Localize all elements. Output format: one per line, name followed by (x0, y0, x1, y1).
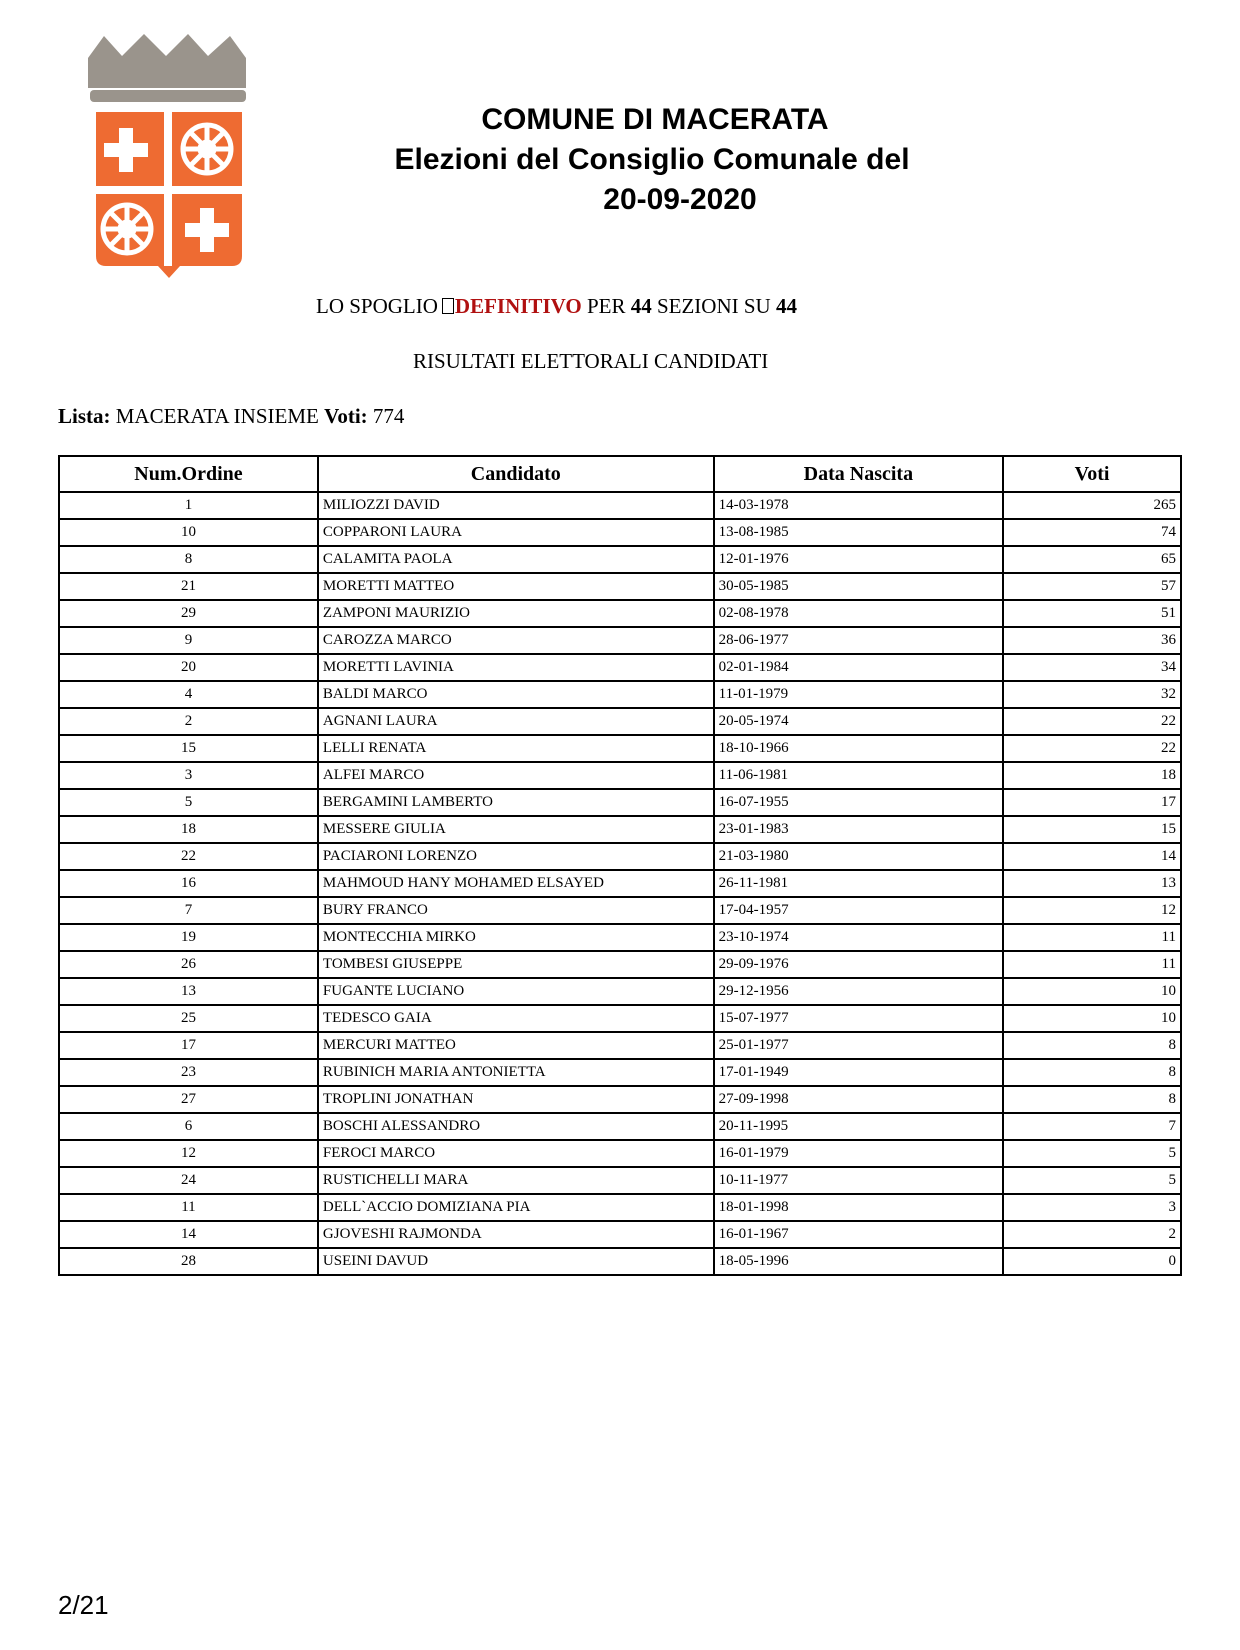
cell-candidato: DELL`ACCIO DOMIZIANA PIA (318, 1194, 714, 1221)
cell-num-ordine: 9 (59, 627, 318, 654)
table-row (59, 1113, 1181, 1140)
cell-num-ordine: 24 (59, 1167, 318, 1194)
cell-voti: 11 (1003, 924, 1181, 951)
cell-num-ordine: 15 (59, 735, 318, 762)
cell-candidato: CALAMITA PAOLA (318, 546, 714, 573)
table-row (59, 1140, 1181, 1167)
macerata-coat-of-arms-icon (84, 34, 256, 284)
cell-voti: 10 (1003, 978, 1181, 1005)
spoglio-status: DEFINITIVO (454, 294, 582, 318)
cell-num-ordine: 20 (59, 654, 318, 681)
cell-candidato: USEINI DAVUD (318, 1248, 714, 1275)
lista-label: Lista: (58, 404, 111, 428)
cell-data-nascita: 21-03-1980 (714, 843, 1003, 870)
cell-data-nascita: 02-01-1984 (714, 654, 1003, 681)
table-row (59, 492, 1181, 519)
results-table (58, 455, 1182, 1276)
spoglio-prefix: LO SPOGLIO (316, 294, 438, 318)
cell-candidato: BOSCHI ALESSANDRO (318, 1113, 714, 1140)
cell-voti: 22 (1003, 708, 1181, 735)
table-row (59, 843, 1181, 870)
table-row (59, 1032, 1181, 1059)
cell-candidato: FEROCI MARCO (318, 1140, 714, 1167)
header-candidato: Candidato (318, 456, 714, 492)
cell-num-ordine: 11 (59, 1194, 318, 1221)
cell-voti: 0 (1003, 1248, 1181, 1275)
lista-voti: 774 (372, 404, 405, 428)
sezioni-total: 44 (775, 294, 797, 318)
cell-voti: 8 (1003, 1032, 1181, 1059)
cell-num-ordine: 2 (59, 708, 318, 735)
table-row (59, 924, 1181, 951)
cell-voti: 8 (1003, 1059, 1181, 1086)
cell-num-ordine: 7 (59, 897, 318, 924)
cell-num-ordine: 23 (59, 1059, 318, 1086)
table-row (59, 654, 1181, 681)
cell-data-nascita: 16-01-1967 (714, 1221, 1003, 1248)
cell-num-ordine: 29 (59, 600, 318, 627)
table-row (59, 1221, 1181, 1248)
cell-candidato: MESSERE GIULIA (318, 816, 714, 843)
cell-data-nascita: 12-01-1976 (714, 546, 1003, 573)
table-row (59, 897, 1181, 924)
cell-candidato: CAROZZA MARCO (318, 627, 714, 654)
cell-candidato: MONTECCHIA MIRKO (318, 924, 714, 951)
cell-num-ordine: 5 (59, 789, 318, 816)
header-comune: COMUNE DI MACERATA (481, 103, 829, 136)
cell-num-ordine: 21 (59, 573, 318, 600)
table-row (59, 681, 1181, 708)
table-row (59, 1194, 1181, 1221)
header-voti: Voti (1003, 456, 1181, 492)
table-row (59, 978, 1181, 1005)
table-row (59, 1059, 1181, 1086)
table-row (59, 708, 1181, 735)
cell-candidato: TROPLINI JONATHAN (318, 1086, 714, 1113)
cell-voti: 11 (1003, 951, 1181, 978)
cell-candidato: BURY FRANCO (318, 897, 714, 924)
cell-num-ordine: 3 (59, 762, 318, 789)
table-row (59, 789, 1181, 816)
cell-voti: 57 (1003, 573, 1181, 600)
cell-candidato: MORETTI LAVINIA (318, 654, 714, 681)
cell-voti: 8 (1003, 1086, 1181, 1113)
table-body (59, 492, 1181, 1275)
table-row (59, 519, 1181, 546)
cell-data-nascita: 29-09-1976 (714, 951, 1003, 978)
cell-voti: 34 (1003, 654, 1181, 681)
lista-summary (58, 404, 404, 429)
cell-data-nascita: 02-08-1978 (714, 600, 1003, 627)
cell-candidato: TEDESCO GAIA (318, 1005, 714, 1032)
header-num-ordine: Num.Ordine (59, 456, 318, 492)
cell-candidato: ALFEI MARCO (318, 762, 714, 789)
cell-candidato: PACIARONI LORENZO (318, 843, 714, 870)
cell-candidato: MORETTI MATTEO (318, 573, 714, 600)
checkbox-square-icon (442, 298, 454, 314)
header-elezioni: Elezioni del Consiglio Comunale del (394, 143, 910, 176)
cell-data-nascita: 20-11-1995 (714, 1113, 1003, 1140)
cell-num-ordine: 22 (59, 843, 318, 870)
cell-voti: 5 (1003, 1167, 1181, 1194)
header-date: 20-09-2020 (603, 183, 757, 216)
cell-voti: 22 (1003, 735, 1181, 762)
page-number: 2/21 (58, 1590, 109, 1620)
cell-num-ordine: 12 (59, 1140, 318, 1167)
cell-voti: 65 (1003, 546, 1181, 573)
cell-data-nascita: 13-08-1985 (714, 519, 1003, 546)
cell-num-ordine: 14 (59, 1221, 318, 1248)
table-row (59, 1086, 1181, 1113)
cell-num-ordine: 16 (59, 870, 318, 897)
cell-voti: 3 (1003, 1194, 1181, 1221)
cell-data-nascita: 23-01-1983 (714, 816, 1003, 843)
risultati-title: RISULTATI ELETTORALI CANDIDATI (413, 349, 769, 373)
cell-voti: 12 (1003, 897, 1181, 924)
cell-voti: 5 (1003, 1140, 1181, 1167)
cell-data-nascita: 11-06-1981 (714, 762, 1003, 789)
table-row (59, 1167, 1181, 1194)
cell-data-nascita: 17-04-1957 (714, 897, 1003, 924)
cell-candidato: RUSTICHELLI MARA (318, 1167, 714, 1194)
cell-candidato: RUBINICH MARIA ANTONIETTA (318, 1059, 714, 1086)
cell-data-nascita: 20-05-1974 (714, 708, 1003, 735)
lista-voti-label: Voti: (324, 404, 368, 428)
cell-num-ordine: 6 (59, 1113, 318, 1140)
cell-data-nascita: 26-11-1981 (714, 870, 1003, 897)
cell-num-ordine: 17 (59, 1032, 318, 1059)
spoglio-status-line (316, 294, 797, 319)
cell-candidato: MAHMOUD HANY MOHAMED ELSAYED (318, 870, 714, 897)
cell-candidato: MERCURI MATTEO (318, 1032, 714, 1059)
cell-data-nascita: 17-01-1949 (714, 1059, 1003, 1086)
cell-voti: 13 (1003, 870, 1181, 897)
cell-voti: 14 (1003, 843, 1181, 870)
cell-voti: 10 (1003, 1005, 1181, 1032)
cell-candidato: LELLI RENATA (318, 735, 714, 762)
table-row (59, 1005, 1181, 1032)
cell-num-ordine: 25 (59, 1005, 318, 1032)
table-row (59, 870, 1181, 897)
cell-voti: 2 (1003, 1221, 1181, 1248)
cell-num-ordine: 13 (59, 978, 318, 1005)
cell-voti: 18 (1003, 762, 1181, 789)
cell-num-ordine: 4 (59, 681, 318, 708)
cell-voti: 74 (1003, 519, 1181, 546)
table-row (59, 600, 1181, 627)
table-row (59, 1248, 1181, 1275)
cell-candidato: COPPARONI LAURA (318, 519, 714, 546)
table-row (59, 951, 1181, 978)
cell-candidato: BALDI MARCO (318, 681, 714, 708)
sezioni-count: 44 (630, 294, 652, 318)
cell-data-nascita: 14-03-1978 (714, 492, 1003, 519)
sezioni-label: SEZIONI SU (656, 294, 771, 318)
cell-num-ordine: 27 (59, 1086, 318, 1113)
cell-voti: 17 (1003, 789, 1181, 816)
table-row (59, 627, 1181, 654)
cell-voti: 36 (1003, 627, 1181, 654)
cell-candidato: MILIOZZI DAVID (318, 492, 714, 519)
cell-data-nascita: 28-06-1977 (714, 627, 1003, 654)
cell-num-ordine: 10 (59, 519, 318, 546)
table-header-row (59, 456, 1181, 492)
cell-data-nascita: 29-12-1956 (714, 978, 1003, 1005)
cell-candidato: AGNANI LAURA (318, 708, 714, 735)
cell-voti: 15 (1003, 816, 1181, 843)
cell-data-nascita: 18-05-1996 (714, 1248, 1003, 1275)
cell-num-ordine: 8 (59, 546, 318, 573)
table-row (59, 735, 1181, 762)
cell-voti: 265 (1003, 492, 1181, 519)
cell-data-nascita: 25-01-1977 (714, 1032, 1003, 1059)
table-row (59, 816, 1181, 843)
cell-data-nascita: 16-01-1979 (714, 1140, 1003, 1167)
header-data-nascita: Data Nascita (714, 456, 1003, 492)
cell-data-nascita: 27-09-1998 (714, 1086, 1003, 1113)
table-row (59, 546, 1181, 573)
cell-num-ordine: 19 (59, 924, 318, 951)
cell-num-ordine: 26 (59, 951, 318, 978)
cell-data-nascita: 16-07-1955 (714, 789, 1003, 816)
cell-data-nascita: 10-11-1977 (714, 1167, 1003, 1194)
cell-num-ordine: 1 (59, 492, 318, 519)
table-row (59, 573, 1181, 600)
cell-candidato: ZAMPONI MAURIZIO (318, 600, 714, 627)
cell-voti: 32 (1003, 681, 1181, 708)
cell-voti: 51 (1003, 600, 1181, 627)
cell-num-ordine: 18 (59, 816, 318, 843)
cell-data-nascita: 11-01-1979 (714, 681, 1003, 708)
cell-candidato: GJOVESHI RAJMONDA (318, 1221, 714, 1248)
spoglio-per: PER (586, 294, 626, 318)
cell-candidato: BERGAMINI LAMBERTO (318, 789, 714, 816)
cell-candidato: FUGANTE LUCIANO (318, 978, 714, 1005)
cell-data-nascita: 23-10-1974 (714, 924, 1003, 951)
table-row (59, 762, 1181, 789)
cell-data-nascita: 18-10-1966 (714, 735, 1003, 762)
cell-num-ordine: 28 (59, 1248, 318, 1275)
cell-candidato: TOMBESI GIUSEPPE (318, 951, 714, 978)
cell-data-nascita: 18-01-1998 (714, 1194, 1003, 1221)
cell-voti: 7 (1003, 1113, 1181, 1140)
cell-data-nascita: 15-07-1977 (714, 1005, 1003, 1032)
cell-data-nascita: 30-05-1985 (714, 573, 1003, 600)
lista-name: MACERATA INSIEME (115, 404, 319, 428)
